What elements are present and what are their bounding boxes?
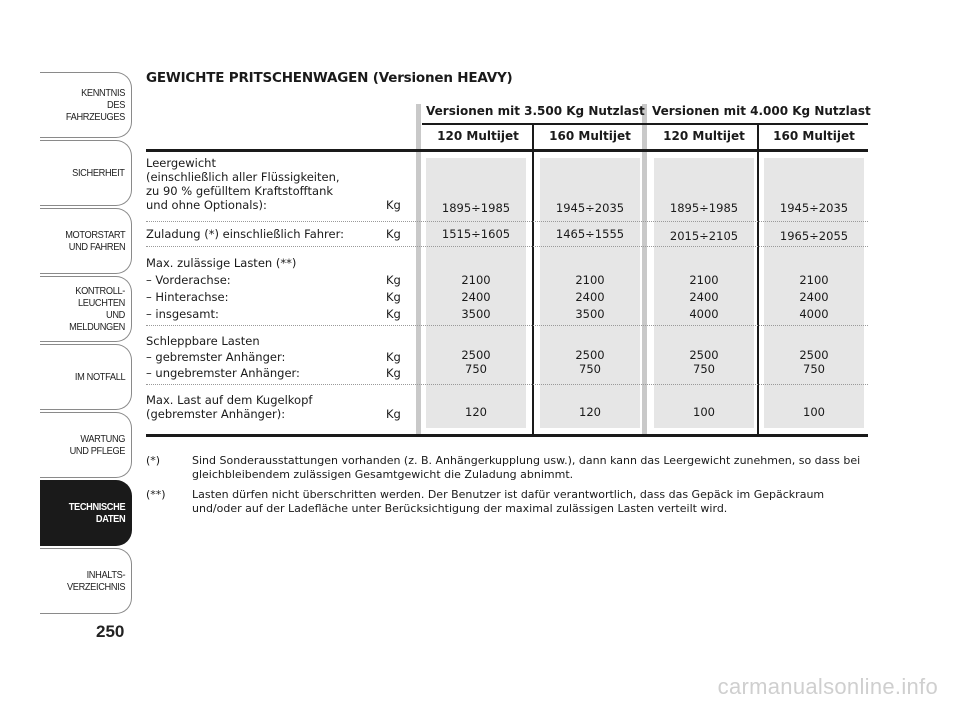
table-cell: 1945÷2035 — [779, 201, 849, 215]
row-unit: Kg — [386, 407, 401, 421]
column-separator — [642, 104, 647, 436]
table-cell: 2100 2400 4000 — [799, 273, 829, 321]
tab-label: TECHNISCHE DATEN — [68, 501, 125, 525]
table-cell: 1895÷1985 — [669, 201, 739, 215]
tab-inhaltsverzeichnis[interactable] — [40, 548, 132, 614]
column-header: 120 Multijet — [663, 129, 745, 143]
row-label-kugelkopf: Max. Last auf dem Kugelkopf (gebremster Anhänger): — [146, 393, 313, 421]
note-mark: (**) — [146, 488, 166, 501]
tab-label: KONTROLL- LEUCHTEN UND MELDUNGEN — [69, 285, 125, 333]
tab-label: IM NOTFALL — [74, 371, 125, 383]
row-label-schleppbare-lasten: Schleppbare Lasten – gebremster Anhänger: – ungebremster Anhänger: — [146, 334, 300, 380]
table-bottom-rule — [146, 434, 868, 437]
table-cell: 120 — [579, 405, 601, 419]
table-cell: 2100 2400 3500 — [575, 273, 605, 321]
table-cell: 1465÷1555 — [555, 227, 625, 241]
tab-label: INHALTS- VERZEICHNIS — [66, 569, 125, 593]
column-header: 120 Multijet — [437, 129, 519, 143]
tab-label: MOTORSTART UND FAHREN — [64, 229, 125, 253]
tab-technische-daten[interactable] — [40, 480, 132, 546]
table-cell: 1945÷2035 — [555, 201, 625, 215]
row-separator — [146, 325, 868, 326]
row-label-max-lasten: Max. zulässige Lasten (**) – Vorderachse: – Hinterachse: – insgesamt: — [146, 256, 297, 321]
table-cell: 2500 750 — [799, 348, 829, 376]
note-text: Lasten dürfen nicht überschritten werden. Der Benutzer ist dafür verantwortlich, dass das Gepäck im Gepäckraum und/oder auf der Ladefläche unter Berücksichtigung der maximal zulässigen Lasten verteilt wird. — [192, 488, 825, 515]
row-unit: Kg Kg — [386, 350, 401, 380]
tab-label: SICHERHEIT — [72, 167, 125, 179]
tab-sicherheit[interactable] — [40, 140, 132, 206]
tab-im-notfall[interactable] — [40, 344, 132, 410]
tab-motorstart[interactable] — [40, 208, 132, 274]
column-header: 160 Multijet — [549, 129, 631, 143]
page-number: 250 — [96, 622, 125, 641]
table-cell: 2015÷2105 — [669, 229, 739, 243]
tab-label: KENNTNIS DES FAHRZEUGES — [65, 87, 125, 123]
page-title — [146, 70, 513, 86]
row-label-leergewicht: Leergewicht (einschließlich aller Flüssigkeiten, zu 90 % gefülltem Kraftstofftank und ohne Optionals): — [146, 156, 340, 212]
tab-kenntnis[interactable] — [40, 72, 132, 138]
row-unit: Kg Kg Kg — [386, 273, 401, 321]
header-rule — [422, 123, 868, 125]
group-header-3500: Versionen mit 3.500 Kg Nutzlast — [426, 104, 645, 118]
column-separator — [416, 104, 421, 436]
column-header: 160 Multijet — [773, 129, 855, 143]
title-main: GEWICHTE PRITSCHENWAGEN — [146, 70, 369, 86]
row-label-zuladung: Zuladung (*) einschließlich Fahrer: — [146, 227, 344, 241]
table-cell: 120 — [465, 405, 487, 419]
table-cell: 2500 750 — [575, 348, 605, 376]
table-cell: 1895÷1985 — [441, 201, 511, 215]
header-bottom-rule — [146, 149, 868, 152]
table-cell: 2500 750 — [689, 348, 719, 376]
title-sub: (Versionen HEAVY) — [372, 70, 513, 86]
row-separator — [146, 221, 868, 222]
table-cell: 100 — [803, 405, 825, 419]
row-separator — [146, 384, 868, 385]
tab-kontrollleuchten[interactable] — [40, 276, 132, 342]
tab-wartung[interactable] — [40, 412, 132, 478]
note-text: Sind Sonderausstattungen vorhanden (z. B. Anhängerkupplung usw.), dann kann das Leergewicht zunehmen, so dass bei gleichbleibendem zulässigen Gesamtgewicht die Zuladung abnimmt. — [192, 454, 861, 481]
watermark: carmanualsonline.info — [717, 674, 938, 699]
row-separator — [146, 246, 868, 247]
table-cell: 2100 2400 4000 — [689, 273, 719, 321]
table-cell: 2100 2400 3500 — [461, 273, 491, 321]
table-cell: 1515÷1605 — [441, 227, 511, 241]
table-cell: 100 — [693, 405, 715, 419]
group-header-4000: Versionen mit 4.000 Kg Nutzlast — [652, 104, 871, 118]
table-cell: 2500 750 — [461, 348, 491, 376]
table-cell: 1965÷2055 — [779, 229, 849, 243]
tab-label: WARTUNG UND PFLEGE — [69, 433, 125, 457]
row-unit: Kg — [386, 198, 401, 212]
row-unit: Kg — [386, 227, 401, 241]
note-mark: (*) — [146, 454, 161, 467]
